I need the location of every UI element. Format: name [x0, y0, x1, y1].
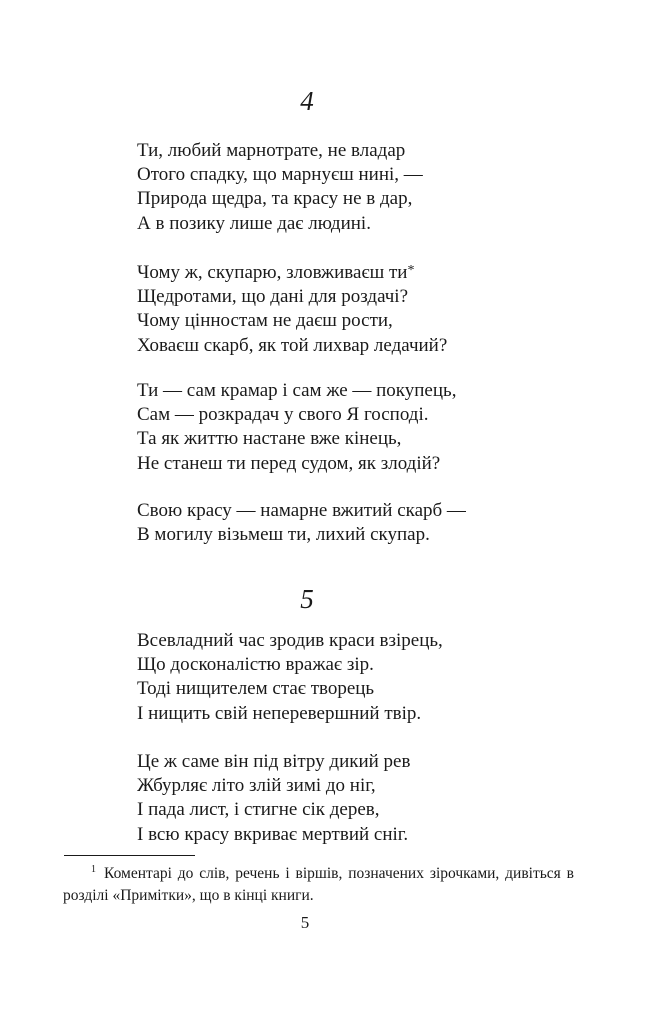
verse-line: Сам — розкрадач у свого Я господі. [137, 404, 429, 426]
footnote [63, 859, 574, 907]
stanza [137, 259, 447, 358]
stanza [137, 629, 443, 726]
verse-line: Щедротами, що дані для роздачі? [137, 286, 409, 308]
verse-line: Не станеш ти перед судом, як злодій? [137, 452, 441, 474]
verse-line: Ти — сам крамар і сам же — покупець, [137, 380, 457, 401]
verse-line: І всю красу вкриває мертвий сніг. [137, 823, 409, 845]
verse-text: Чому ж, скупарю, зловживаєш ти [137, 262, 408, 283]
verse-line: Всевладний час зродив краси взірець, [137, 630, 443, 651]
verse-line: А в позику лише дає людині. [137, 212, 371, 234]
stanza [137, 139, 423, 236]
verse-line: Отого спадку, що марнуєш нині, — [137, 164, 423, 186]
verse-line-with-note [137, 259, 447, 285]
verse-line: Природа щедра, та красу не в дар, [137, 188, 413, 210]
note-asterisk: * [407, 263, 415, 278]
verse-line: Ховаєш скарб, як той лихвар ледачий? [137, 334, 448, 356]
verse-line: Чому цінностам не даєш рости, [137, 310, 393, 332]
couplet [137, 499, 466, 547]
footnote-divider [64, 855, 195, 856]
page-number: 5 [300, 913, 310, 932]
verse-line: Та як життю настане вже кінець, [137, 428, 402, 450]
verse-line: В могилу візьмеш ти, лихий скупар. [137, 524, 430, 546]
verse-line: Свою красу — намарне вжитий скарб — [137, 500, 466, 521]
sonnet-number: 5 [300, 584, 314, 614]
footnote-text: Коментарі до слів, речень і віршів, позначених зірочками, дивіться в розділі «Примітки», що в кінці книги. [63, 865, 574, 904]
verse-line: Що досконалістю вражає зір. [137, 654, 374, 676]
verse-line: Це ж саме він під вітру дикий рев [137, 751, 411, 772]
sonnet-number: 4 [300, 86, 314, 116]
verse-line: І нищить свій неперевершний твір. [137, 702, 422, 724]
footnote-marker: 1 [91, 864, 96, 875]
verse-line: І пада лист, і стигне сік дерев, [137, 799, 380, 821]
verse-line: Жбурляє літо злій зимі до ніг, [137, 775, 376, 797]
stanza [137, 750, 410, 847]
verse-line: Ти, любий марнотрате, не владар [137, 140, 406, 161]
verse-line: Тоді нищителем стає творець [137, 678, 375, 700]
stanza [137, 379, 456, 476]
